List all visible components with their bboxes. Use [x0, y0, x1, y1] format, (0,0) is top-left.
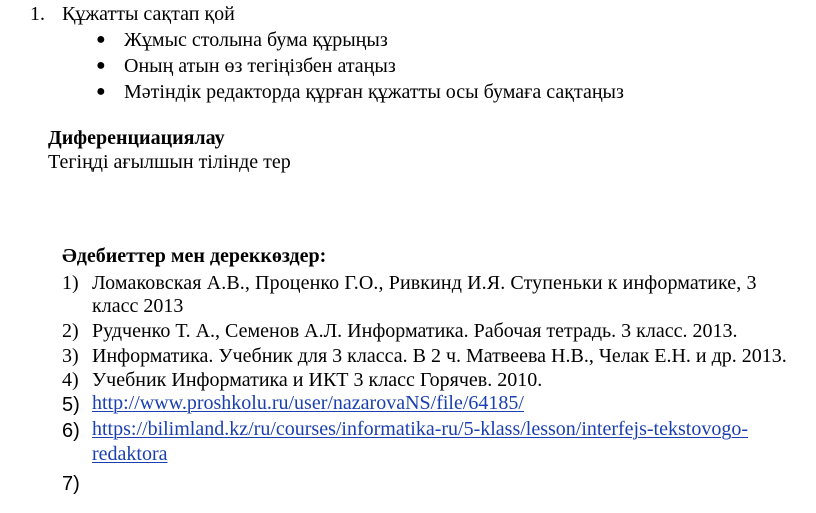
reference-number: 5) [62, 394, 80, 416]
task-step-1: Жұмыс столына бума құрыңыз [124, 29, 388, 51]
reference-5-link[interactable]: http://www.proshkolu.ru/user/nazarovaNS/file/64185/ [92, 392, 524, 414]
reference-number: 2) [62, 320, 79, 342]
reference-2-text: Рудченко Т. А., Семенов А.Л. Информатика. Рабочая тетрадь. 3 класс. 2013. [92, 320, 738, 342]
bullet-icon: ● [96, 31, 106, 48]
reference-1-line1: Ломаковская А.В., Проценко Г.О., Ривкинд И.Я. Ступеньки к информатике, 3 [92, 272, 757, 294]
differentiation-text: Тегіңді ағылшын тілінде тер [48, 151, 291, 173]
bullet-icon: ● [96, 57, 106, 74]
task-step-3: Мәтіндік редакторда құрған құжатты осы бумаға сақтаңыз [124, 81, 624, 103]
reference-number: 1) [62, 272, 79, 294]
reference-number: 4) [62, 369, 79, 391]
differentiation-heading: Диференциациялау [48, 127, 225, 149]
reference-number: 7) [62, 473, 80, 495]
task-step-2: Оның атын өз тегіңізбен атаңыз [124, 55, 396, 77]
reference-1-line2: класс 2013 [92, 295, 184, 317]
task-number: 1. [30, 3, 45, 25]
task-title: Құжатты сақтап қой [62, 3, 235, 25]
reference-number: 3) [62, 345, 79, 367]
reference-6-link-continued[interactable]: redaktora [92, 443, 168, 465]
reference-number: 6) [62, 420, 80, 442]
reference-3-text: Информатика. Учебник для 3 класса. В 2 ч. Матвеева Н.В., Челак Е.Н. и др. 2013. [92, 345, 787, 367]
bullet-icon: ● [96, 83, 106, 100]
references-heading: Әдебиеттер мен дереккөздер: [62, 245, 327, 267]
reference-4-text: Учебник Информатика и ИКТ 3 класс Горячев. 2010. [92, 369, 543, 391]
reference-6-link[interactable]: https://bilimland.kz/ru/courses/informatika-ru/5-klass/lesson/interfejs-tekstovogo- [92, 418, 748, 440]
